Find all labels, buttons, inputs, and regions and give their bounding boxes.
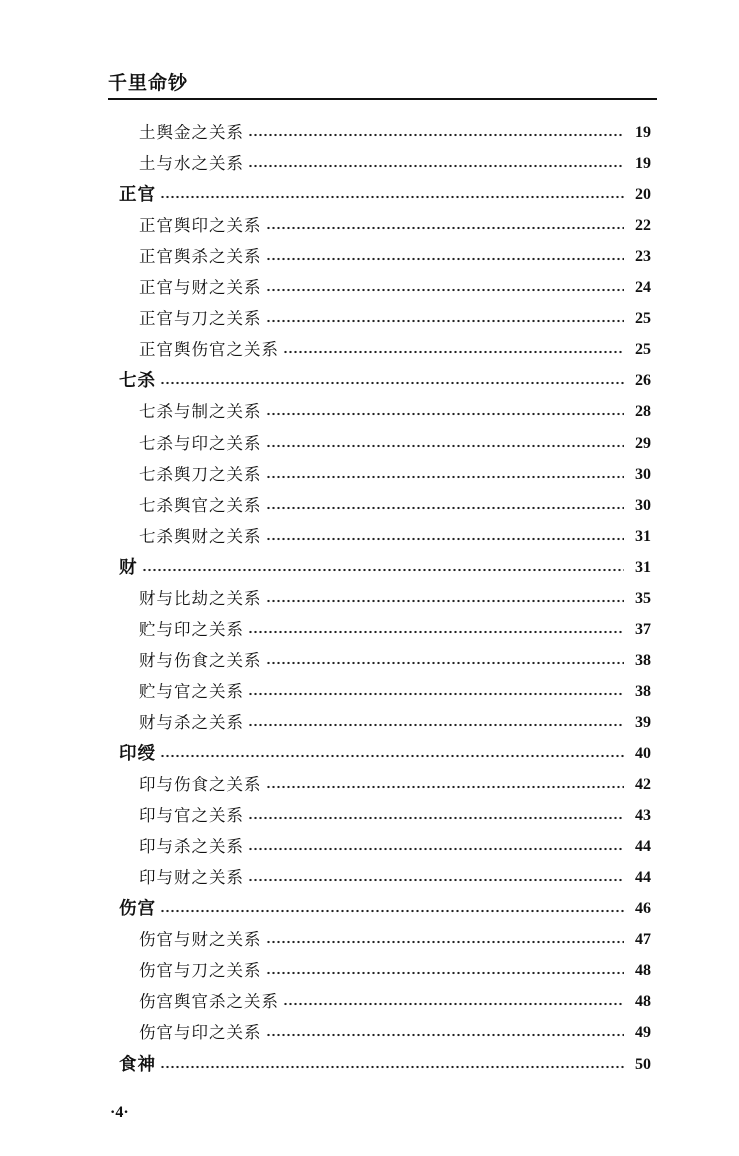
toc-entry-title: 伤官与财之关系 [139,930,262,950]
toc-chapter-entry [119,178,651,206]
dot-leader [266,939,625,945]
toc-section-entry [139,985,651,1013]
toc-section-entry [139,644,651,672]
dot-leader [248,815,624,821]
toc-entry-title: 七杀舆官之关系 [139,495,262,515]
toc-section-entry [139,240,651,268]
dot-leader [248,629,624,635]
dot-leader [266,318,625,324]
toc-entry-page: 31 [635,558,651,576]
toc-entry-title: 财 [119,557,138,578]
toc-entry-page: 42 [635,776,651,794]
toc-entry-title: 财与杀之关系 [139,712,244,732]
toc-entry-title: 伤宫舆官杀之关系 [139,992,279,1012]
toc-section-entry [139,520,651,548]
dot-leader [266,784,625,790]
toc-entry-page: 30 [635,465,651,483]
toc-entry-title: 食神 [119,1054,156,1075]
toc-section-entry [139,799,651,827]
toc-entry-page: 20 [635,186,651,204]
toc-entry-page: 48 [635,993,651,1011]
toc-entry-title: 正官与财之关系 [139,278,262,298]
toc-entry-page: 28 [635,403,651,421]
toc-section-entry [139,427,651,455]
toc-chapter-entry [119,892,651,920]
toc-entry-title: 正官 [119,185,156,206]
toc-section-entry [139,489,651,517]
toc-entry-title: 正官舆伤官之关系 [139,340,279,360]
toc-section-entry [139,675,651,703]
toc-entry-page: 22 [635,217,651,235]
toc-section-entry [139,1016,651,1044]
dot-leader [266,411,625,417]
toc-entry-title: 伤官与印之关系 [139,1023,262,1043]
dot-leader [160,908,624,914]
toc-chapter-entry [119,364,651,392]
dot-leader [283,349,624,355]
running-header [108,66,657,100]
toc-section-entry [139,209,651,237]
dot-leader [248,877,624,883]
toc-section-entry [139,613,651,641]
toc-entry-title: 七杀舆财之关系 [139,526,262,546]
dot-leader [248,132,624,138]
dot-leader [266,1032,625,1038]
toc-entry-page: 31 [635,527,651,545]
toc-entry-page: 24 [635,279,651,297]
toc-entry-page: 44 [635,838,651,856]
dot-leader [160,194,624,200]
dot-leader [248,846,624,852]
toc-section-entry [139,333,651,361]
dot-leader [266,536,625,542]
dot-leader [248,691,624,697]
toc-entry-page: 25 [635,341,651,359]
toc-entry-title: 财与伤食之关系 [139,650,262,670]
toc-entry-title: 七杀与印之关系 [139,433,262,453]
dot-leader [266,598,625,604]
dot-leader [160,753,624,759]
toc-entry-page: 43 [635,807,651,825]
toc-chapter-entry [119,1048,651,1076]
toc-entry-page: 40 [635,745,651,762]
toc-entry-page: 29 [635,434,651,452]
toc-entry-page: 30 [635,496,651,514]
toc-entry-title: 土舆金之关系 [139,123,244,142]
dot-leader [266,970,625,976]
toc-section-entry [139,954,651,982]
toc-entry-page: 19 [635,155,651,173]
dot-leader [160,380,624,386]
toc-entry-title: 正官舆杀之关系 [139,247,262,267]
toc-section-entry [139,116,651,144]
dot-leader [266,443,625,449]
page-number: ·4· [110,1104,129,1121]
toc-entry-title: 土与水之关系 [139,154,244,174]
dot-leader [266,256,625,262]
toc-entry-page: 35 [635,589,651,607]
toc-section-entry [139,147,651,175]
toc-entry-page: 19 [635,124,651,141]
toc-section-entry [139,768,651,796]
dot-leader [266,660,625,666]
toc-entry-title: 贮与官之关系 [139,681,244,701]
toc-entry-title: 印与伤食之关系 [139,775,262,795]
dot-leader [266,287,625,293]
toc-entry-page: 48 [635,962,651,980]
toc-entry-page: 49 [635,1024,651,1042]
toc-entry-page: 23 [635,248,651,266]
toc-section-entry [139,830,651,858]
dot-leader [266,225,625,231]
dot-leader [283,1001,624,1007]
dot-leader [142,567,625,573]
toc-chapter-entry [119,737,651,765]
toc-entry-title: 伤宫 [119,899,156,920]
toc-entry-page: 44 [635,869,651,887]
toc-entry-page: 38 [635,651,651,669]
dot-leader [266,474,625,480]
toc-entry-page: 37 [635,620,651,638]
toc-entry-page: 25 [635,310,651,328]
toc-section-entry [139,706,651,734]
toc-entry-page: 38 [635,682,651,700]
toc-chapter-entry [119,551,651,579]
dot-leader [248,722,624,728]
dot-leader [248,163,624,169]
toc-section-entry [139,582,651,610]
toc-section-entry [139,271,651,299]
toc-entry-title: 贮与印之关系 [139,619,244,639]
toc-entry-title: 印与官之关系 [139,806,244,826]
dot-leader [160,1064,624,1070]
toc-entry-title: 七杀 [119,371,156,392]
toc-entry-page: 50 [635,1055,651,1073]
toc-entry-title: 印与财之关系 [139,868,244,888]
toc-entry-title: 伤官与刀之关系 [139,961,262,981]
toc-entry-title: 印绶 [119,744,156,764]
toc-entry-title: 财与比劫之关系 [139,588,262,608]
toc-section-entry [139,302,651,330]
toc-entry-title: 七杀与制之关系 [139,402,262,422]
toc-entry-page: 47 [635,931,651,949]
toc-entry-page: 39 [635,713,651,731]
toc-entry-title: 印与杀之关系 [139,837,244,857]
toc-section-entry [139,458,651,486]
toc-section-entry [139,923,651,951]
book-title: 千里命钞 [108,72,189,94]
toc-entry-page: 26 [635,372,651,390]
toc-entry-title: 正官舆印之关系 [139,216,262,236]
toc-entry-title: 七杀舆刀之关系 [139,464,262,484]
toc-entry-title: 正官与刀之关系 [139,309,262,329]
dot-leader [266,505,625,511]
toc-section-entry [139,395,651,423]
toc-entry-page: 46 [635,900,651,918]
toc-section-entry [139,861,651,889]
